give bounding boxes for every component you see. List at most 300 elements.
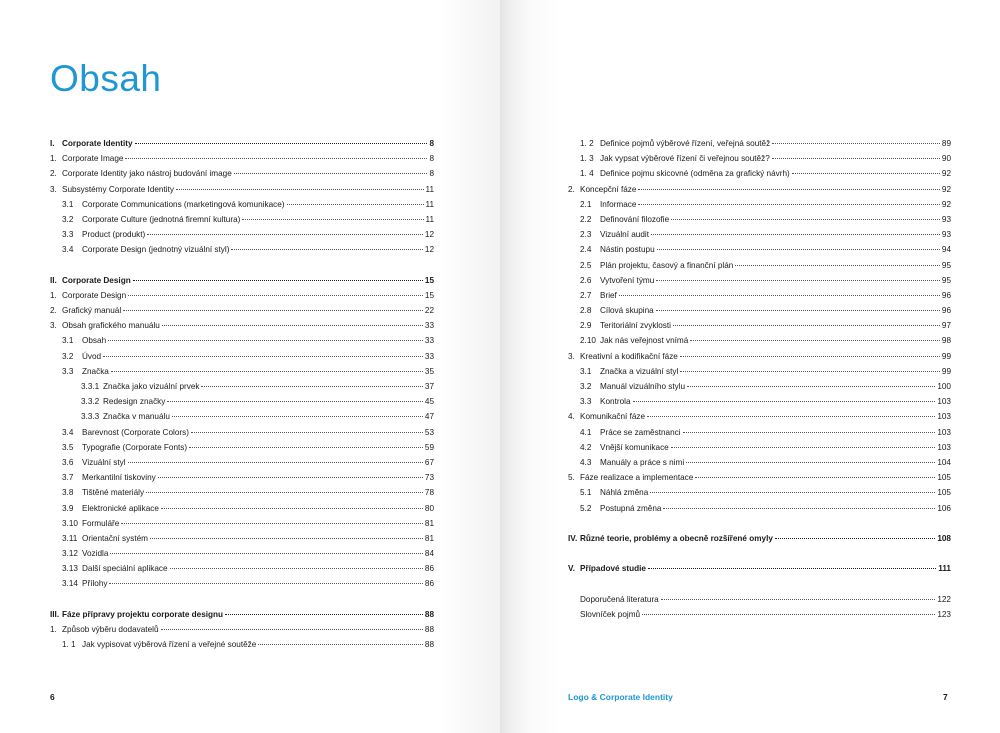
toc-entry-page: 35 bbox=[424, 366, 434, 376]
toc-dot-leader bbox=[128, 294, 423, 296]
toc-entry-row bbox=[568, 592, 951, 607]
toc-entry-number: 1. 3 bbox=[580, 154, 594, 164]
toc-entry-title: Corporate Design (jednotný vizuální styl) bbox=[82, 245, 230, 255]
toc-dot-leader bbox=[663, 507, 935, 509]
toc-entry-title: Kreativní a kodifikační fáze bbox=[580, 351, 678, 361]
toc-entry-page: 11 bbox=[425, 214, 434, 224]
toc-entry-row bbox=[568, 425, 951, 440]
toc-entry-title: Komunikační fáze bbox=[580, 412, 646, 422]
toc-dot-leader bbox=[792, 172, 940, 174]
toc-entry-row bbox=[50, 485, 434, 500]
toc-dot-leader bbox=[775, 537, 935, 539]
toc-entry-page: 88 bbox=[424, 609, 434, 619]
toc-entry-title: Vizuální audit bbox=[600, 230, 650, 240]
toc-entry-number: 3.9 bbox=[62, 503, 74, 513]
toc-entry-number: I. bbox=[50, 139, 55, 148]
toc-entry-row bbox=[50, 288, 434, 303]
toc-dot-leader bbox=[690, 339, 940, 341]
toc-entry-title: Práce se zaměstnanci bbox=[600, 427, 681, 437]
toc-entry-title: Corporate Design bbox=[62, 275, 131, 285]
toc-dot-leader bbox=[167, 400, 423, 402]
toc-spacer bbox=[568, 546, 951, 561]
toc-entry-number: 3.8 bbox=[62, 488, 74, 498]
toc-entry-number: 5. bbox=[568, 473, 575, 483]
toc-dot-leader bbox=[258, 643, 423, 645]
toc-entry-row bbox=[50, 166, 434, 181]
toc-entry-row bbox=[568, 501, 951, 516]
toc-spacer bbox=[50, 258, 434, 273]
toc-entry-page: 96 bbox=[941, 306, 951, 316]
toc-dot-leader bbox=[234, 172, 428, 174]
toc-entry-number: 3.10 bbox=[62, 518, 78, 528]
toc-entry-row bbox=[568, 273, 951, 288]
toc-entry-page: 103 bbox=[937, 442, 951, 452]
toc-entry-row bbox=[568, 151, 951, 166]
toc-entry-title: Vozidla bbox=[82, 549, 109, 559]
toc-entry-page: 92 bbox=[941, 169, 951, 179]
toc-entry-number: 2. bbox=[50, 306, 57, 316]
toc-entry-row bbox=[568, 288, 951, 303]
toc-dot-leader bbox=[772, 157, 940, 159]
toc-entry-page: 108 bbox=[937, 533, 951, 543]
toc-entry-page: 105 bbox=[937, 488, 951, 498]
toc-dot-leader bbox=[161, 507, 423, 509]
toc-entry-page: 104 bbox=[937, 457, 951, 467]
toc-entry-number: 3.13 bbox=[62, 564, 78, 574]
toc-dot-leader bbox=[638, 203, 939, 205]
toc-dot-leader bbox=[648, 567, 936, 569]
toc-dot-leader bbox=[125, 157, 427, 159]
toc-entry-title: Elektronické aplikace bbox=[82, 503, 159, 513]
toc-entry-page: 12 bbox=[424, 245, 434, 255]
toc-entry-title: Corporate Identity jako nástroj budování image bbox=[62, 169, 232, 179]
toc-entry-row bbox=[50, 182, 434, 197]
toc-entry-page: 45 bbox=[424, 397, 434, 407]
toc-entry-row bbox=[50, 531, 434, 546]
toc-entry-number: 2. bbox=[568, 184, 575, 194]
toc-dot-leader bbox=[772, 142, 940, 144]
toc-entry-number: 4.2 bbox=[580, 442, 592, 452]
toc-entry-title: Subsystémy Corporate Identity bbox=[62, 184, 174, 194]
toc-entry-page: 33 bbox=[424, 321, 434, 331]
toc-entry-row bbox=[568, 394, 951, 409]
toc-entry-number: 4.1 bbox=[580, 427, 592, 437]
toc-entry-page: 47 bbox=[424, 412, 434, 422]
toc-dot-leader bbox=[687, 385, 935, 387]
toc-entry-number: 3.3.1 bbox=[81, 382, 100, 391]
toc-dot-leader bbox=[642, 613, 935, 615]
toc-entry-page: 103 bbox=[937, 427, 951, 437]
toc-entry-page: 111 bbox=[938, 564, 951, 574]
toc-dot-leader bbox=[287, 203, 424, 205]
toc-dot-leader bbox=[680, 355, 940, 357]
toc-entry-page: 122 bbox=[937, 594, 951, 604]
toc-entry-page: 123 bbox=[937, 609, 951, 619]
toc-entry-title: Doporučená literatura bbox=[580, 594, 659, 604]
toc-entry-row bbox=[568, 197, 951, 212]
toc-entry-row bbox=[50, 455, 434, 470]
toc-dot-leader bbox=[128, 461, 423, 463]
toc-dot-leader bbox=[225, 613, 423, 615]
toc-dot-leader bbox=[109, 582, 422, 584]
toc-entry-page: 89 bbox=[941, 139, 951, 148]
toc-entry-number: 1. bbox=[50, 154, 57, 164]
toc-entry-row bbox=[50, 364, 434, 379]
page-number-right: 7 bbox=[943, 692, 948, 702]
toc-dot-leader bbox=[135, 142, 428, 144]
toc-entry-title: Slovníček pojmů bbox=[580, 609, 641, 619]
toc-entry-number: 4. bbox=[568, 412, 575, 422]
toc-entry-page: 96 bbox=[941, 290, 951, 300]
toc-entry-row bbox=[568, 409, 951, 424]
toc-entry-title: Koncepční fáze bbox=[580, 184, 637, 194]
toc-dot-leader bbox=[191, 431, 423, 433]
toc-dot-leader bbox=[638, 188, 939, 190]
toc-dot-leader bbox=[231, 248, 422, 250]
toc-entry-number: 3. bbox=[50, 321, 57, 331]
toc-entry-row bbox=[50, 394, 434, 409]
toc-spacer bbox=[568, 516, 951, 531]
toc-entry-row bbox=[50, 622, 434, 637]
toc-entry-title: Orientační systém bbox=[82, 533, 148, 543]
toc-entry-title: Cílová skupina bbox=[600, 306, 654, 316]
toc-entry-row bbox=[568, 333, 951, 348]
toc-entry-row bbox=[50, 318, 434, 333]
toc-entry-number: 2.7 bbox=[580, 290, 592, 300]
toc-entry-number: 3. bbox=[568, 351, 575, 361]
toc-dot-leader bbox=[108, 339, 423, 341]
toc-dot-leader bbox=[150, 537, 423, 539]
toc-entry-row bbox=[568, 349, 951, 364]
toc-entry-number: 3.2 bbox=[580, 382, 592, 391]
toc-entry-page: 59 bbox=[424, 442, 434, 452]
toc-dot-leader bbox=[242, 218, 423, 220]
toc-entry-row bbox=[50, 227, 434, 242]
toc-entry-page: 80 bbox=[424, 503, 434, 513]
toc-entry-number: 3.3 bbox=[62, 230, 74, 240]
toc-entry-title: Plán projektu, časový a finanční plán bbox=[600, 260, 734, 270]
toc-entry-number: IV. bbox=[568, 533, 578, 543]
toc-entry-title: Další speciální aplikace bbox=[82, 564, 168, 574]
toc-dot-leader bbox=[161, 628, 423, 630]
toc-dot-leader bbox=[656, 279, 940, 281]
toc-entry-title: Formuláře bbox=[82, 518, 120, 528]
toc-dot-leader bbox=[133, 279, 423, 281]
toc-entry-page: 15 bbox=[424, 290, 434, 300]
toc-entry-row bbox=[568, 303, 951, 318]
toc-entry-row bbox=[568, 485, 951, 500]
toc-entry-title: Značka bbox=[82, 366, 109, 376]
toc-entry-title: Vytvoření týmu bbox=[600, 275, 655, 285]
toc-entry-row bbox=[568, 182, 951, 197]
toc-entry-number: 3.4 bbox=[62, 427, 74, 437]
running-title: Logo & Corporate Identity bbox=[568, 692, 673, 702]
toc-entry-title: Jak nás veřejnost vnímá bbox=[600, 336, 689, 346]
toc-dot-leader bbox=[686, 461, 935, 463]
toc-dot-leader bbox=[651, 233, 940, 235]
toc-dot-leader bbox=[695, 476, 935, 478]
toc-dot-leader bbox=[158, 476, 423, 478]
toc-dot-leader bbox=[661, 598, 936, 600]
toc-entry-row bbox=[50, 516, 434, 531]
toc-right-column bbox=[568, 136, 951, 622]
toc-dot-leader bbox=[735, 264, 940, 266]
toc-entry-page: 67 bbox=[424, 457, 434, 467]
toc-entry-page: 93 bbox=[941, 230, 951, 240]
toc-dot-leader bbox=[201, 385, 422, 387]
toc-section-row bbox=[50, 607, 434, 622]
toc-entry-row bbox=[568, 455, 951, 470]
toc-entry-page: 92 bbox=[941, 184, 951, 194]
toc-dot-leader bbox=[189, 446, 423, 448]
toc-entry-title: Náhlá změna bbox=[600, 488, 649, 498]
toc-entry-title: Barevnost (Corporate Colors) bbox=[82, 427, 189, 437]
toc-entry-title: Corporate Identity bbox=[62, 139, 133, 148]
toc-entry-page: 99 bbox=[941, 366, 951, 376]
toc-entry-number: 3.3.2 bbox=[81, 397, 100, 407]
toc-entry-page: 99 bbox=[941, 351, 951, 361]
toc-entry-number: 2.3 bbox=[580, 230, 592, 240]
toc-entry-row bbox=[50, 151, 434, 166]
toc-entry-page: 92 bbox=[941, 199, 951, 209]
toc-entry-page: 90 bbox=[941, 154, 951, 164]
toc-entry-number: 3.5 bbox=[62, 442, 74, 452]
toc-dot-leader bbox=[110, 552, 422, 554]
toc-entry-number: 3.4 bbox=[62, 245, 74, 255]
toc-dot-leader bbox=[619, 294, 940, 296]
toc-entry-number: 3.3 bbox=[580, 397, 592, 407]
toc-entry-title: Fáze realizace a implementace bbox=[580, 473, 694, 483]
toc-entry-page: 8 bbox=[429, 169, 434, 179]
toc-entry-row bbox=[50, 333, 434, 348]
toc-entry-row bbox=[568, 212, 951, 227]
toc-entry-title: Grafický manuál bbox=[62, 306, 122, 316]
toc-entry-row bbox=[568, 136, 951, 151]
toc-entry-page: 97 bbox=[941, 321, 951, 331]
toc-entry-number: 2.9 bbox=[580, 321, 592, 331]
toc-entry-row bbox=[50, 197, 434, 212]
toc-entry-number: V. bbox=[568, 564, 575, 574]
toc-entry-title: Vnější komunikace bbox=[600, 442, 669, 452]
toc-entry-title: Definování filozofie bbox=[600, 214, 670, 224]
toc-entry-number: II. bbox=[50, 275, 57, 285]
toc-entry-title: Typografie (Corporate Fonts) bbox=[82, 442, 188, 452]
toc-entry-number: 3.7 bbox=[62, 473, 74, 483]
toc-entry-page: 94 bbox=[941, 245, 951, 255]
toc-entry-title: Manuály a práce s nimi bbox=[600, 457, 685, 467]
toc-entry-row bbox=[568, 318, 951, 333]
toc-entry-page: 8 bbox=[429, 154, 434, 164]
toc-entry-title: Fáze přípravy projektu corporate designu bbox=[62, 609, 224, 619]
toc-entry-title: Obsah bbox=[82, 336, 107, 346]
toc-entry-row bbox=[50, 425, 434, 440]
toc-entry-title: Brief bbox=[600, 290, 617, 300]
toc-entry-title: Definice pojmu skicovné (odměna za grafický návrh) bbox=[600, 169, 790, 179]
toc-spacer bbox=[50, 592, 434, 607]
toc-entry-page: 11 bbox=[425, 184, 434, 194]
toc-entry-title: Corporate Image bbox=[62, 154, 124, 164]
toc-entry-page: 93 bbox=[941, 214, 951, 224]
toc-spacer bbox=[568, 576, 951, 591]
toc-entry-page: 100 bbox=[937, 382, 951, 391]
gutter-shadow bbox=[440, 0, 500, 733]
toc-entry-page: 95 bbox=[941, 275, 951, 285]
toc-section-row bbox=[50, 136, 434, 151]
toc-entry-title: Obsah grafického manuálu bbox=[62, 321, 160, 331]
toc-dot-leader bbox=[657, 248, 940, 250]
toc-entry-number: 4.3 bbox=[580, 457, 592, 467]
toc-entry-number: 2.8 bbox=[580, 306, 592, 316]
toc-entry-title: Jak vypisovat výběrová řízení a veřejné soutěže bbox=[82, 640, 257, 650]
toc-entry-page: 11 bbox=[425, 199, 434, 209]
toc-entry-title: Redesign značky bbox=[103, 397, 166, 407]
toc-entry-row bbox=[50, 470, 434, 485]
toc-entry-number: 5.1 bbox=[580, 488, 592, 498]
toc-entry-title: Manuál vizuálního stylu bbox=[600, 382, 686, 391]
toc-entry-number: 3.2 bbox=[62, 351, 74, 361]
toc-entry-title: Product (produkt) bbox=[82, 230, 146, 240]
toc-entry-page: 81 bbox=[424, 533, 434, 543]
toc-entry-row bbox=[50, 212, 434, 227]
toc-dot-leader bbox=[147, 233, 423, 235]
toc-dot-leader bbox=[172, 415, 423, 417]
toc-entry-page: 86 bbox=[424, 564, 434, 574]
toc-entry-number: 2.4 bbox=[580, 245, 592, 255]
toc-section-row bbox=[50, 273, 434, 288]
toc-entry-number: 2.2 bbox=[580, 214, 592, 224]
toc-entry-row bbox=[50, 303, 434, 318]
toc-entry-row bbox=[568, 379, 951, 394]
toc-entry-title: Vizuální styl bbox=[82, 457, 126, 467]
toc-entry-title: Corporate Culture (jednotná firemní kultura) bbox=[82, 214, 241, 224]
toc-entry-row bbox=[50, 379, 434, 394]
toc-entry-number: 3.12 bbox=[62, 549, 78, 559]
toc-entry-title: Značka v manuálu bbox=[103, 412, 170, 422]
toc-entry-row bbox=[50, 637, 434, 652]
toc-entry-title: Přílohy bbox=[82, 579, 108, 589]
toc-dot-leader bbox=[103, 355, 423, 357]
toc-entry-title: Případové studie bbox=[580, 564, 646, 574]
toc-entry-page: 98 bbox=[941, 336, 951, 346]
toc-entry-page: 105 bbox=[937, 473, 951, 483]
toc-entry-number: 3.6 bbox=[62, 457, 74, 467]
toc-entry-page: 84 bbox=[424, 549, 434, 559]
toc-entry-number: 2. bbox=[50, 169, 57, 179]
toc-entry-page: 33 bbox=[424, 351, 434, 361]
toc-dot-leader bbox=[111, 370, 423, 372]
toc-entry-title: Nástin postupu bbox=[600, 245, 655, 255]
toc-entry-number: 1. 4 bbox=[580, 169, 594, 179]
toc-entry-number: 3. bbox=[50, 184, 57, 194]
toc-entry-title: Informace bbox=[600, 199, 637, 209]
toc-entry-row bbox=[50, 242, 434, 257]
toc-entry-number: 1. bbox=[50, 290, 57, 300]
toc-entry-title: Značka jako vizuální prvek bbox=[103, 382, 200, 391]
toc-entry-title: Tištěné materiály bbox=[82, 488, 145, 498]
page-title: Obsah bbox=[50, 58, 162, 99]
toc-entry-page: 95 bbox=[941, 260, 951, 270]
toc-entry-title: Kontrola bbox=[600, 397, 631, 407]
toc-entry-page: 22 bbox=[424, 306, 434, 316]
toc-entry-page: 53 bbox=[424, 427, 434, 437]
toc-entry-row bbox=[50, 440, 434, 455]
toc-entry-title: Teritoriální zvyklosti bbox=[600, 321, 671, 331]
toc-entry-row bbox=[50, 501, 434, 516]
toc-entry-number: 2.10 bbox=[580, 336, 596, 346]
toc-entry-row bbox=[50, 561, 434, 576]
toc-dot-leader bbox=[680, 370, 940, 372]
toc-entry-page: 106 bbox=[937, 503, 951, 513]
toc-dot-leader bbox=[176, 188, 424, 190]
toc-entry-page: 37 bbox=[424, 382, 434, 391]
toc-dot-leader bbox=[123, 309, 423, 311]
toc-entry-title: Corporate Communications (marketingová komunikace) bbox=[82, 199, 285, 209]
toc-entry-title: Postupná změna bbox=[600, 503, 662, 513]
toc-dot-leader bbox=[647, 415, 935, 417]
toc-entry-number: III. bbox=[50, 609, 60, 619]
toc-entry-page: 103 bbox=[937, 412, 951, 422]
toc-entry-row bbox=[568, 440, 951, 455]
toc-entry-page: 88 bbox=[424, 625, 434, 634]
toc-entry-number: 3.14 bbox=[62, 579, 78, 589]
toc-dot-leader bbox=[146, 491, 423, 493]
toc-entry-number: 1. 1 bbox=[62, 640, 76, 650]
toc-left-column bbox=[50, 136, 434, 652]
toc-dot-leader bbox=[650, 491, 935, 493]
toc-entry-page: 78 bbox=[424, 488, 434, 498]
toc-entry-number: 2.6 bbox=[580, 275, 592, 285]
toc-dot-leader bbox=[162, 324, 423, 326]
toc-entry-row bbox=[568, 258, 951, 273]
toc-entry-row bbox=[568, 364, 951, 379]
toc-entry-page: 73 bbox=[424, 473, 434, 483]
toc-entry-page: 8 bbox=[429, 139, 434, 148]
toc-entry-title: Způsob výběru dodavatelů bbox=[62, 625, 159, 634]
toc-entry-number: 2.5 bbox=[580, 260, 592, 270]
toc-entry-row bbox=[50, 576, 434, 591]
toc-entry-page: 103 bbox=[937, 397, 951, 407]
toc-entry-number: 3.1 bbox=[62, 336, 74, 346]
toc-entry-title: Různé teorie, problémy a obecně rozšířené omyly bbox=[580, 533, 773, 543]
toc-dot-leader bbox=[671, 218, 940, 220]
toc-entry-row bbox=[568, 166, 951, 181]
toc-dot-leader bbox=[633, 400, 936, 402]
toc-entry-number: 1. 2 bbox=[580, 139, 594, 148]
toc-entry-row bbox=[50, 349, 434, 364]
toc-entry-number: 3.1 bbox=[62, 199, 74, 209]
toc-entry-page: 15 bbox=[424, 275, 434, 285]
toc-entry-row bbox=[50, 409, 434, 424]
toc-entry-number: 3.3.3 bbox=[81, 412, 100, 422]
toc-entry-number: 5.2 bbox=[580, 503, 592, 513]
toc-entry-number: 3.3 bbox=[62, 366, 74, 376]
toc-entry-page: 12 bbox=[424, 230, 434, 240]
toc-entry-number: 3.11 bbox=[62, 533, 78, 543]
toc-entry-row bbox=[568, 227, 951, 242]
toc-entry-title: Značka a vizuální styl bbox=[600, 366, 679, 376]
toc-entry-row bbox=[568, 242, 951, 257]
toc-entry-number: 3.2 bbox=[62, 214, 74, 224]
toc-dot-leader bbox=[673, 324, 940, 326]
toc-section-row bbox=[568, 531, 951, 546]
toc-section-row bbox=[568, 561, 951, 576]
toc-entry-page: 86 bbox=[424, 579, 434, 589]
toc-dot-leader bbox=[671, 446, 936, 448]
toc-entry-title: Úvod bbox=[82, 351, 102, 361]
page-number-left: 6 bbox=[50, 692, 55, 702]
toc-entry-row bbox=[50, 546, 434, 561]
toc-entry-page: 81 bbox=[424, 518, 434, 528]
